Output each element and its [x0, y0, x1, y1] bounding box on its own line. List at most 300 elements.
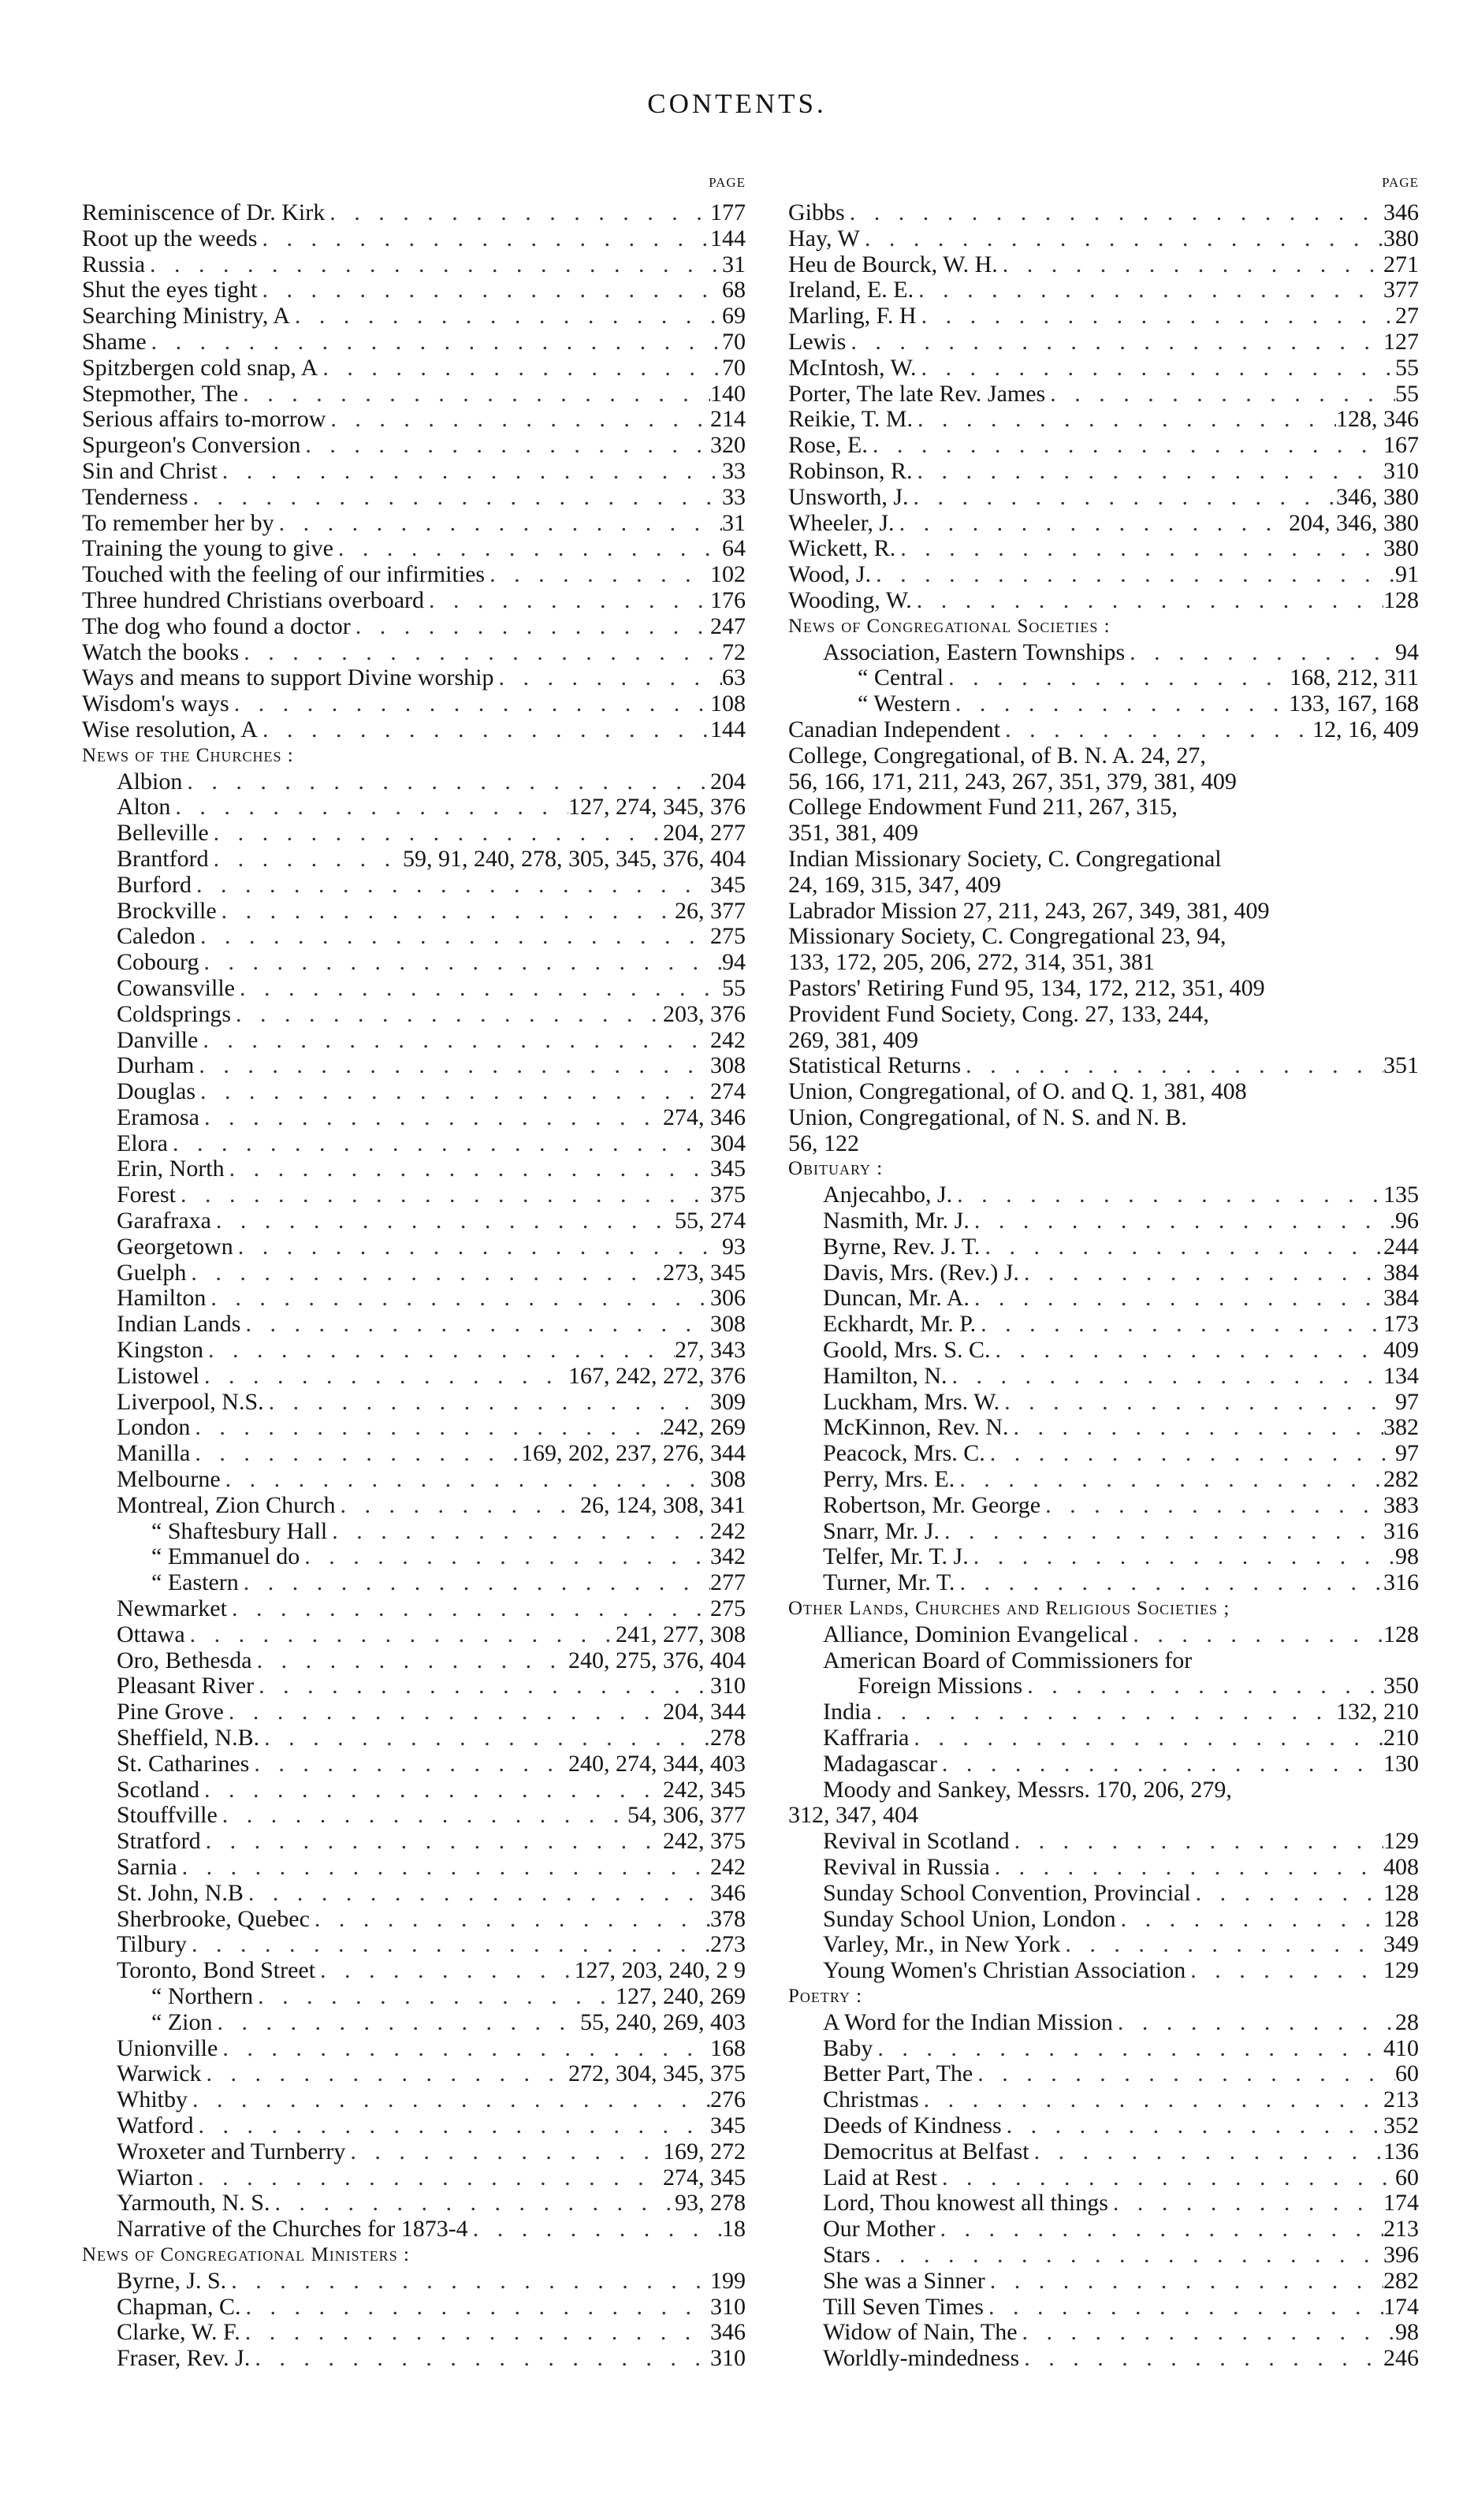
entry-page-numbers: 31	[722, 509, 746, 536]
toc-entry	[82, 329, 746, 355]
entry-page-numbers: 310	[1383, 457, 1419, 484]
toc-entry	[788, 1364, 1419, 1390]
entry-title: Wickett, R.	[788, 535, 896, 562]
dot-leader	[290, 303, 722, 329]
entry-page-numbers: 18	[722, 2216, 746, 2243]
dot-leader	[176, 1182, 710, 1208]
toc-entry	[82, 924, 746, 950]
toc-entry	[82, 1182, 746, 1208]
entry-page-numbers: 31	[722, 251, 746, 277]
toc-entry	[82, 899, 746, 925]
entry-page-numbers: 214	[710, 406, 746, 433]
entry-title: “ Northern	[151, 1982, 254, 2009]
toc-entry	[788, 2139, 1419, 2165]
entry-title: India	[823, 1699, 872, 1725]
toc-entry	[82, 1855, 746, 1881]
entry-page-numbers: 64	[722, 535, 746, 562]
toc-entry	[82, 433, 746, 459]
entry-title: Christmas	[823, 2086, 919, 2113]
entry-title: Sarnia	[117, 1854, 177, 1880]
entry-title: Cobourg	[117, 949, 199, 976]
entry-title: Indian Missionary Society, C. Congregational	[788, 845, 1222, 872]
dot-leader	[257, 277, 722, 303]
entry-page-numbers: 242, 345	[663, 1776, 746, 1803]
dot-leader	[955, 1467, 1383, 1493]
dot-leader	[1002, 2113, 1383, 2139]
dot-leader	[940, 1519, 1383, 1545]
toc-entry	[82, 1932, 746, 1958]
entry-page-numbers: 59, 91, 240, 278, 305, 345, 376, 404	[403, 845, 746, 872]
toc-entry	[788, 562, 1419, 588]
toc-entry	[788, 485, 1419, 511]
entry-page-numbers: 275	[710, 923, 746, 950]
entry-page-numbers: 54, 306, 377	[627, 1802, 746, 1829]
entry-page-numbers: 308	[710, 1311, 746, 1338]
dot-leader	[300, 1544, 710, 1570]
toc-entry	[82, 976, 746, 1002]
entry-page-numbers: 274	[710, 1078, 746, 1105]
entry-page-numbers: 274, 346	[663, 1104, 746, 1130]
dot-leader	[913, 459, 1383, 485]
toc-entry	[788, 277, 1419, 303]
entry-title: 56, 166, 171, 211, 243, 267, 351, 379, 381, 409	[788, 768, 1237, 795]
toc-entry	[82, 1415, 746, 1441]
dot-leader	[241, 2295, 711, 2321]
entry-title: Whitby	[117, 2086, 188, 2113]
toc-entry	[82, 1648, 746, 1674]
entry-page-numbers: 204, 344	[663, 1699, 746, 1725]
toc-entry	[82, 950, 746, 976]
toc-entry	[788, 1338, 1419, 1364]
entry-page-numbers: 27, 343	[675, 1337, 746, 1364]
entry-page-numbers: 282	[1383, 2267, 1419, 2294]
dot-leader	[218, 459, 722, 485]
entry-page-numbers: 133, 167, 168	[1289, 690, 1419, 717]
toc-entry	[82, 1622, 746, 1648]
dot-leader	[980, 1234, 1383, 1260]
toc-entry	[82, 769, 746, 795]
toc-entry	[788, 1519, 1419, 1545]
entry-title: Spitzbergen cold snap, A	[82, 354, 318, 381]
toc-entry	[82, 1493, 746, 1519]
dot-leader	[274, 511, 722, 537]
entry-title: Russia	[82, 251, 146, 277]
toc-entry	[788, 329, 1419, 355]
entry-title: The dog who found a doctor	[82, 612, 351, 639]
entry-page-numbers: 278	[710, 1725, 746, 1751]
toc-entry	[788, 588, 1419, 614]
entry-title: “ Zion	[151, 2008, 213, 2035]
dot-leader	[218, 2036, 710, 2062]
entry-title: Telfer, Mr. T. J.	[823, 1543, 969, 1570]
entry-title: Clarke, W. F.	[117, 2319, 240, 2346]
toc-entry	[82, 200, 746, 226]
entry-title: Sheffield, N.B.	[117, 1725, 260, 1751]
toc-entry	[82, 1544, 746, 1570]
toc-entry	[788, 382, 1419, 408]
entry-page-numbers: 310	[710, 2345, 746, 2372]
entry-title: Our Mother	[823, 2216, 936, 2243]
entry-title: Byrne, Rev. J. T.	[823, 1233, 981, 1260]
toc-entry	[82, 1079, 746, 1105]
entry-title: Reikie, T. M.	[788, 406, 914, 433]
entry-title: Burford	[117, 871, 192, 898]
entry-page-numbers: 308	[710, 1052, 746, 1079]
entry-page-numbers: 167	[1383, 432, 1419, 459]
entry-title: Robinson, R.	[788, 457, 913, 484]
toc-entry	[788, 2346, 1419, 2372]
entry-title: Brockville	[117, 897, 217, 924]
entry-page-numbers: 242	[710, 1517, 746, 1544]
entry-continuation	[788, 1028, 1419, 1054]
entry-title: American Board of Commissioners for	[823, 1647, 1193, 1673]
entry-page-numbers: 128, 346	[1336, 406, 1419, 433]
toc-entry	[82, 407, 746, 433]
toc-entry	[82, 562, 746, 588]
toc-entry	[82, 2191, 746, 2217]
dot-leader	[333, 536, 722, 562]
entry-title: Worldly-mindedness	[823, 2345, 1020, 2372]
dot-leader	[240, 2320, 710, 2346]
toc-entry	[82, 2061, 746, 2087]
entry-page-numbers: 351	[1383, 1052, 1419, 1079]
dot-leader	[199, 1105, 663, 1131]
entry-title: Heu de Bourck, W. H.	[788, 251, 998, 277]
dot-leader	[970, 1208, 1395, 1234]
dot-leader	[914, 277, 1383, 303]
entry-title: Kingston	[117, 1337, 204, 1364]
dot-leader	[239, 1570, 710, 1596]
entry-title: Provident Fund Society, Cong. 27, 133, 244,	[788, 1000, 1209, 1027]
entry-title: Ways and means to support Divine worship	[82, 664, 494, 691]
entry-page-numbers: 384	[1383, 1285, 1419, 1312]
entry-title: Watford	[117, 2112, 194, 2138]
toc-entry	[788, 303, 1419, 329]
toc-entry	[788, 1622, 1419, 1648]
toc-entry	[82, 1777, 746, 1803]
toc-entry	[82, 1338, 746, 1364]
dot-leader	[240, 1312, 710, 1338]
dot-leader	[199, 950, 722, 976]
entry-continuation	[788, 769, 1419, 795]
section-heading: News of Congregational Societies :	[788, 615, 1111, 637]
toc-entry	[788, 2113, 1419, 2139]
entry-page-numbers: 68	[722, 277, 746, 303]
dot-leader	[193, 2165, 663, 2191]
entry-page-numbers: 94	[1395, 638, 1419, 665]
toc-entry	[82, 1984, 746, 2010]
entry-title: Liverpool, N.S.	[117, 1388, 264, 1415]
toc-entry	[788, 1002, 1419, 1028]
dot-leader	[209, 847, 403, 873]
dot-leader	[145, 252, 722, 278]
entry-continuation	[788, 1131, 1419, 1157]
entry-title: Anjecahbo, J.	[823, 1182, 953, 1208]
toc-entry	[788, 1777, 1419, 1803]
toc-entry	[788, 1079, 1419, 1105]
entry-title: Unsworth, J.	[788, 483, 909, 510]
entry-title: Democritus at Belfast	[823, 2138, 1029, 2165]
toc-entry	[788, 226, 1419, 252]
dot-leader	[860, 226, 1383, 252]
toc-entry	[82, 1596, 746, 1622]
dot-leader	[937, 2165, 1395, 2191]
entry-title: “ Western	[858, 690, 951, 717]
entry-title: Sherbrooke, Quebec	[117, 1905, 310, 1932]
entry-title: Tilbury	[117, 1931, 187, 1958]
entry-page-numbers: 136	[1383, 2138, 1419, 2165]
toc-entry	[82, 1751, 746, 1777]
toc-entry	[788, 717, 1419, 743]
entry-title: Widow of Nain, The	[823, 2319, 1018, 2346]
toc-entry	[82, 1260, 746, 1286]
toc-entry	[82, 1519, 746, 1545]
entry-title: Spurgeon's Conversion	[82, 432, 301, 459]
entry-title: Baby	[823, 2034, 873, 2061]
toc-entry	[788, 1260, 1419, 1286]
entry-title: 133, 172, 205, 206, 272, 314, 351, 381	[788, 949, 1155, 976]
entry-title: Searching Ministry, A	[82, 303, 290, 329]
entry-page-numbers: 169, 272	[663, 2138, 746, 2165]
toc-entry	[82, 1725, 746, 1751]
entry-page-numbers: 98	[1395, 2319, 1419, 2346]
entry-title: Toronto, Bond Street	[117, 1957, 316, 1984]
entry-page-numbers: 316	[1383, 1517, 1419, 1544]
entry-page-numbers: 97	[1395, 1388, 1419, 1415]
entry-title: Alliance, Dominion Evangelical	[823, 1621, 1129, 1647]
toc-entry	[82, 1441, 746, 1467]
toc-entry	[82, 2269, 746, 2295]
entry-page-numbers: 33	[722, 457, 746, 484]
entry-title: Elora	[117, 1130, 168, 1156]
toc-entry	[82, 2139, 746, 2165]
entry-title: Sunday School Convention, Provincial	[823, 1879, 1191, 1906]
dot-leader	[1060, 1932, 1383, 1958]
toc-entry	[82, 614, 746, 640]
dot-leader	[147, 329, 722, 355]
toc-entry	[788, 355, 1419, 382]
entry-title: London	[117, 1414, 191, 1441]
entry-page-numbers: 213	[1383, 2216, 1419, 2243]
entry-page-numbers: 316	[1383, 1569, 1419, 1596]
entry-continuation	[788, 821, 1419, 847]
dot-leader	[955, 1570, 1383, 1596]
entry-title: Wheeler, J.	[788, 509, 895, 536]
dot-leader	[970, 1286, 1383, 1312]
entry-page-numbers: 244	[1383, 1233, 1419, 1260]
entry-page-numbers: 128	[1383, 1905, 1419, 1932]
toc-entry	[82, 1234, 746, 1260]
toc-entry	[788, 2269, 1419, 2295]
entry-title: Training the young to give	[82, 535, 333, 562]
toc-entry	[788, 2036, 1419, 2062]
entry-title: Hamilton, N.	[823, 1362, 947, 1389]
entry-title: Statistical Returns	[788, 1052, 962, 1079]
entry-page-numbers: 309	[710, 1388, 746, 1415]
entry-page-numbers: 93, 278	[675, 2190, 746, 2217]
entry-title: St. Catharines	[117, 1750, 250, 1777]
entry-title: Melbourne	[117, 1466, 221, 1493]
entry-title: Stepmother, The	[82, 380, 239, 407]
entry-page-numbers: 308	[710, 1466, 746, 1493]
entry-title: College, Congregational, of B. N. A. 24, 27,	[788, 742, 1206, 769]
entry-title: 351, 381, 409	[788, 820, 918, 847]
toc-entry	[82, 2217, 746, 2243]
toc-entry	[82, 1002, 746, 1028]
entry-page-numbers: 304	[710, 1130, 746, 1156]
dot-leader	[976, 1312, 1383, 1338]
entry-title: Pleasant River	[117, 1673, 255, 1699]
entry-title: Davis, Mrs. (Rev.) J.	[823, 1259, 1019, 1286]
entry-page-numbers: 345	[710, 871, 746, 898]
entry-title: Three hundred Christians overboard	[82, 586, 425, 613]
toc-entry	[788, 1544, 1419, 1570]
dot-leader	[870, 2243, 1383, 2269]
entry-title: Marling, F. H	[788, 303, 917, 329]
entry-title: Garafraxa	[117, 1208, 211, 1234]
entry-title: “ Eastern	[151, 1569, 239, 1596]
toc-entry	[788, 1907, 1419, 1933]
toc-entry	[82, 2320, 746, 2346]
entry-page-numbers: 129	[1383, 1957, 1419, 1984]
entry-page-numbers: 96	[1395, 1208, 1419, 1234]
entry-page-numbers: 272, 304, 345, 375	[568, 2060, 746, 2087]
toc-entry	[82, 640, 746, 666]
entry-title: Lewis	[788, 328, 847, 355]
dot-leader	[1018, 2320, 1395, 2346]
dot-leader	[991, 1338, 1383, 1364]
entry-page-numbers: 70	[722, 328, 746, 355]
entry-title: Stars	[823, 2241, 870, 2268]
entry-page-numbers: 128	[1383, 586, 1419, 613]
dot-leader	[951, 691, 1289, 717]
dot-leader	[239, 640, 722, 666]
dot-leader	[182, 769, 710, 795]
toc-entry	[82, 665, 746, 691]
dot-leader	[919, 2087, 1383, 2113]
contents-column-left	[82, 175, 746, 2372]
dot-leader	[249, 1751, 568, 1777]
section-heading: Poetry :	[788, 1985, 863, 2007]
entry-page-numbers: 28	[1395, 2008, 1419, 2035]
entry-page-numbers: 409	[1383, 1337, 1419, 1364]
dot-leader	[871, 562, 1395, 588]
entry-page-numbers: 55	[1395, 380, 1419, 407]
toc-entry	[82, 821, 746, 847]
dot-leader	[944, 665, 1290, 691]
entry-page-numbers: 352	[1383, 2112, 1419, 2138]
entry-title: Nasmith, Mr. J.	[823, 1208, 970, 1234]
toc-entry	[788, 1855, 1419, 1881]
entry-title: Duncan, Mr. A.	[823, 1285, 970, 1312]
toc-entry	[788, 1699, 1419, 1725]
dot-leader	[985, 1441, 1395, 1467]
entry-title: Goold, Mrs. S. C.	[823, 1337, 991, 1364]
entry-title: Hay, W	[788, 225, 860, 251]
dot-leader	[218, 1803, 627, 1829]
dot-leader	[326, 407, 710, 433]
toc-entry	[82, 1570, 746, 1596]
toc-entry	[82, 1907, 746, 1933]
entry-page-numbers: 127, 274, 345, 376	[568, 794, 746, 821]
toc-entry	[82, 1803, 746, 1829]
dot-leader	[1019, 1260, 1383, 1286]
entry-title: St. John, N.B	[117, 1879, 244, 1906]
page-title: CONTENTS.	[647, 88, 827, 119]
entry-title: Sunday School Union, London	[823, 1905, 1116, 1932]
entry-title: Varley, Mr., in New York	[823, 1931, 1061, 1958]
dot-leader	[195, 1079, 710, 1105]
entry-page-numbers: 240, 275, 376, 404	[568, 1647, 746, 1673]
entry-title: Brantford	[117, 845, 209, 872]
toc-entry	[788, 1829, 1419, 1855]
toc-entry	[82, 1958, 746, 1984]
entry-title: 56, 122	[788, 1130, 859, 1156]
entry-title: A Word for the Indian Mission	[823, 2008, 1113, 2035]
entry-title: Young Women's Christian Association	[823, 1957, 1186, 1984]
section-heading: News of the Churches :	[82, 744, 294, 766]
toc-entry	[82, 2036, 746, 2062]
dot-leader	[235, 976, 722, 1002]
entry-title: Pastors' Retiring Fund 95, 134, 172, 212, 351, 409	[788, 974, 1265, 1001]
entry-page-numbers: 396	[1383, 2241, 1419, 2268]
entry-page-numbers: 169, 202, 237, 276, 344	[521, 1440, 746, 1467]
dot-leader	[990, 1855, 1383, 1881]
dot-leader	[225, 1156, 710, 1182]
toc-entry	[82, 1673, 746, 1699]
entry-page-numbers: 380	[1383, 535, 1419, 562]
entry-page-numbers: 241, 277, 308	[616, 1621, 746, 1647]
dot-leader	[895, 536, 1383, 562]
dot-leader	[202, 2061, 568, 2087]
entry-title: Wroxeter and Turnberry	[117, 2138, 346, 2165]
toc-entry	[788, 2295, 1419, 2321]
entry-title: Wooding, W.	[788, 586, 912, 613]
entry-page-numbers: 320	[710, 432, 746, 459]
entry-title: Wise resolution, A	[82, 716, 258, 743]
toc-entry	[788, 2217, 1419, 2243]
entry-title: Fraser, Rev. J.	[117, 2345, 251, 2372]
dot-leader	[327, 1519, 710, 1545]
dot-leader	[424, 588, 710, 614]
dot-leader	[318, 355, 722, 382]
entry-page-numbers: 375	[710, 1182, 746, 1208]
entry-page-numbers: 384	[1383, 1259, 1419, 1286]
dot-leader	[199, 1364, 568, 1390]
entry-page-numbers: 273	[710, 1931, 746, 1958]
dot-leader	[226, 2269, 710, 2295]
entry-page-numbers: 167, 242, 272, 376	[568, 1362, 746, 1389]
dot-leader	[168, 1131, 710, 1157]
entry-page-numbers: 271	[1383, 251, 1419, 277]
entry-title: Narrative of the Churches for 1873-4	[117, 2216, 468, 2243]
toc-entry	[82, 1208, 746, 1234]
toc-entry	[788, 2010, 1419, 2036]
dot-leader	[895, 511, 1289, 537]
dot-leader	[846, 329, 1383, 355]
entry-title: Georgetown	[117, 1233, 233, 1260]
dot-leader	[973, 2061, 1395, 2087]
toc-entry	[788, 899, 1419, 925]
dot-leader	[912, 588, 1383, 614]
dot-leader	[1045, 382, 1395, 408]
entry-page-numbers: 242	[710, 1026, 746, 1053]
entry-page-numbers: 177	[710, 199, 746, 225]
dot-leader	[935, 2217, 1383, 2243]
dot-leader	[190, 1415, 663, 1441]
entry-page-numbers: 128	[1383, 1879, 1419, 1906]
toc-entry	[82, 717, 746, 743]
